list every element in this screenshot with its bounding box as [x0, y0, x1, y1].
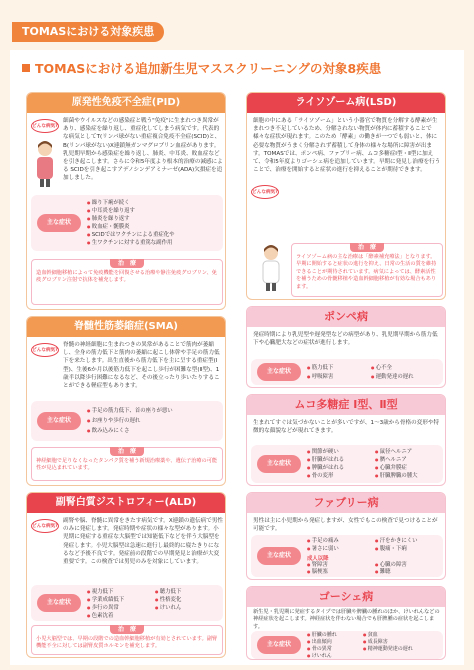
- sma-card: [26, 316, 226, 486]
- lsd-treatment-title: 治 療: [350, 243, 384, 252]
- fabry-symptoms-label: 主な症状: [257, 547, 301, 565]
- lsd-treatment: [291, 243, 443, 297]
- pid-symptom-4: ● 敗血症・髄膜炎: [87, 223, 130, 232]
- fabry-symptom-d2: ● 難聴: [375, 568, 391, 577]
- sma-symptoms: [31, 401, 223, 441]
- fabry-symptom-a2: ● 暑さに弱い: [307, 545, 339, 554]
- sma-symptom-3: ● 飲み込みにくさ: [87, 427, 130, 436]
- mps-symptom-b2: ● 臍ヘルニア: [375, 456, 407, 465]
- page-title: [22, 59, 381, 77]
- pompe-card: [246, 306, 446, 388]
- ald-card: [26, 492, 226, 658]
- top-title: TOMASにおける対象疾患: [22, 25, 155, 38]
- mps-description: 生まれてすぐは気づかないことが多いですが、1～3歳から骨格の変形や特徴的な顔貌などが現れてきます。: [253, 420, 440, 435]
- mps-card: [246, 394, 446, 486]
- fabry-description: 男性は主に小児期から発症しますが、女性でもこの検査で見つけることが可能です。: [253, 518, 438, 533]
- gaucher-symptoms: [251, 631, 443, 659]
- ald-title: 副腎白質ジストロフィー(ALD): [27, 493, 225, 513]
- sma-bubble: どんな病気?: [31, 343, 59, 357]
- ald-symptom-a1: ● 視力低下: [87, 588, 113, 597]
- mps-symptom-b4: ● 肝臓脾臓の腫大: [375, 472, 418, 481]
- ald-symptoms: [31, 585, 223, 621]
- gaucher-symptom-a3: ● 骨の異常: [307, 645, 332, 653]
- fabry-symptom-b1: ● 汗をかきにくい: [375, 537, 418, 546]
- mps-symptom-b1: ● 鼠径ヘルニア: [375, 448, 412, 457]
- mps-symptoms-label: 主な症状: [257, 455, 301, 473]
- pid-symptoms: [31, 195, 223, 251]
- ald-symptom-b3: ● けいれん: [155, 604, 181, 613]
- pid-title: 原発性免疫不全症(PID): [27, 93, 225, 113]
- sma-treatment-text: 神経細胞で足りなくなったタンパク質を補う新規治療薬や、遺伝子治療の可能性が見込まれています。: [36, 458, 218, 472]
- pompe-symptom-a2: ● 呼吸障害: [307, 373, 333, 382]
- sma-symptoms-label: 主な症状: [37, 412, 81, 430]
- pid-bubble: どんな病気?: [31, 119, 59, 133]
- lsd-bubble: どんな病気?: [251, 185, 279, 199]
- ald-symptom-b1: ● 聴力低下: [155, 588, 181, 597]
- fabry-card: [246, 492, 446, 580]
- ald-symptom-a4: ● 色素沈着: [87, 612, 113, 621]
- ald-treatment-title: 治 療: [110, 625, 144, 634]
- top-title-bar: [12, 22, 164, 42]
- ald-symptom-a3: ● 歩行の異常: [87, 604, 119, 613]
- fabry-title: ファブリー病: [247, 493, 445, 513]
- fabry-symptom-b2: ● 腹痛・下痢: [375, 545, 407, 554]
- gaucher-symptoms-label: 主な症状: [257, 636, 301, 654]
- gaucher-title: ゴーシェ病: [247, 587, 445, 607]
- fabry-symptom-d1: ● 心臓の障害: [375, 561, 407, 570]
- pompe-symptom-b1: ● 心不全: [371, 364, 392, 373]
- ald-bubble: どんな病気?: [31, 519, 59, 533]
- sma-description: 脊髄の神経細胞に生まれつきの異常があることで筋肉が萎縮し、全身の筋力低下と筋肉の萎縮に起こし体幹や手足の筋力低下を来たします。出生直後から筋力低下を主に呈する重症型(Ⅰ型)、生後6か月以後筋力低下を起こし歩行が困難な型(Ⅱ型)、1歳半以降歩行困難になるなど、その後立ったり歩いたりすることができる軽症型もあります。: [63, 342, 220, 390]
- gaucher-description: 新生児・乳児期に発症するタイプでは肝臓や脾臓の腫れのほか、けいれんなどの神経症状を起こします。神経症状を伴わない場合でも肝脾腫の症状を起こします。: [253, 609, 440, 630]
- ald-symptoms-label: 主な症状: [37, 594, 81, 612]
- lsd-description: 細胞の中にある「ライソゾーム」という小器官で物質を分解する酵素が生まれつき不足しているため、分解されない物質が体内に蓄積することで様々な症状が現れます。このため「酵素」の働きが一つでも弱いと、体に必要な物質がうまく分解されず蓄積して身体の様々な場所に障害が出ます。TOMASでは、ポンペ病、ファブリー病、ムコ多糖症Ⅰ型・Ⅱ型に加えて、令和5年度よりゴーシェ病を追加しています。早期に発見し治療を行うことで、治療を開始すると症状の進行を抑えることが期待できます。: [253, 118, 441, 174]
- pid-symptom-3: ● 肺炎を繰り返す: [87, 215, 130, 224]
- fabry-symptom-a1: ● 手足の痛み: [307, 537, 339, 546]
- content-sheet: [10, 50, 464, 665]
- gaucher-symptom-b2: ● 成長障害: [363, 638, 388, 646]
- mps-symptom-b3: ● 心臓弁膜症: [375, 464, 407, 473]
- lsd-card: [246, 92, 446, 300]
- gaucher-symptom-a2: ● 出血傾向: [307, 638, 332, 646]
- pid-symptom-1: ● 繰り下痢が続く: [87, 199, 130, 208]
- pid-symptom-2: ● 中耳炎を繰り返す: [87, 207, 135, 216]
- pid-symptom-6: ● 生ワクチンに対する重篤な副作用: [87, 239, 172, 248]
- sma-symptom-1: ● 手足の筋力低下、首の座りが悪い: [87, 407, 173, 416]
- lsd-doctor-icon: [257, 243, 285, 291]
- gaucher-symptom-b3: ● 精神運動発達の遅れ: [363, 645, 413, 653]
- pid-symptom-5: ● SCIDではワクチンによる重症化や: [87, 231, 175, 240]
- pompe-description: 発症時期により乳児型や遅発型などの病型があり、乳児期早期から筋力低下や心臓肥大などの症状が進行します。: [253, 332, 438, 347]
- gaucher-symptom-b1: ● 貧血: [363, 631, 378, 639]
- ald-treatment-text: 小児大脳型では、早期の段階での造血幹細胞移植が有効とされています。副腎機能不全に対しては副腎皮質ホルモンを補充します。: [36, 636, 218, 650]
- title-square-icon: [22, 64, 30, 72]
- pompe-symptoms-label: 主な症状: [257, 363, 301, 381]
- mps-symptom-a1: ● 関節が硬い: [307, 448, 339, 457]
- lsd-treatment-text: ライソゾーム病の主な治療は「酵素補充療法」となります。早期に開始すると症状の進行を抑え、日常の生活の質を維持できることが期待されています。病気によっては、酵素活性を補うための骨髄移植や造血幹細胞移植が有効な場合もあります。: [296, 254, 437, 290]
- pid-doctor-icon: [31, 139, 59, 187]
- gaucher-card: [246, 586, 446, 660]
- gaucher-symptom-a1: ● 肝臓の腫れ: [307, 631, 337, 639]
- pompe-symptom-b2: ● 運動発達の遅れ: [371, 373, 414, 382]
- pompe-symptom-a1: ● 筋力低下: [307, 364, 333, 373]
- pompe-title: ポンペ病: [247, 307, 445, 327]
- sma-symptom-2: ● お座りや歩行の遅れ: [87, 417, 140, 426]
- gaucher-symptom-a4: ● けいれん: [307, 652, 332, 660]
- ald-description: 副腎や脳、脊髄に異常をきたす病気です。X連鎖の遺伝病で男性のみに発症します。発症時期や症状の様々な型があります。小児期に発症する重症な大脳型では知能低下などを伴う大脳型を発症します。小児大脳型は急速に進行し最終的に寝たきりになるなど予後不良です。発症前の段階での早期発見と治療が大変重要です。この検査では男児のみを対象にしています。: [63, 518, 224, 566]
- sma-treatment: [31, 447, 223, 481]
- sma-title: 脊髄性筋萎縮症(SMA): [27, 317, 225, 337]
- pompe-symptoms: [251, 359, 443, 385]
- fabry-adult-label: 成人以降: [307, 556, 329, 562]
- fabry-symptom-c2: ● 脳梗塞: [307, 568, 328, 577]
- mps-symptom-a3: ● 脾臓がはれる: [307, 464, 344, 473]
- pid-card: [26, 92, 226, 310]
- pid-treatment: [31, 259, 223, 305]
- fabry-symptoms: [251, 535, 443, 577]
- page-title-text: TOMASにおける追加新生児マススクリーニングの対象8疾患: [35, 61, 382, 76]
- ald-symptom-b2: ● 性格変化: [155, 596, 181, 605]
- ald-symptom-a2: ● 学業成績低下: [87, 596, 124, 605]
- pid-treatment-title: 治 療: [110, 259, 144, 268]
- pid-description: 細菌やウイルスなどの感染症と戦う"免疫"に生まれつき異常があり、感染症を繰り返し、重症化してしまう病気です。代表的な病気としてT(リンパ球がない重症複合免疫不全症(SCID)と、B(リンパ球がない)X連鎖無ガンマグロブリン血症があります。乳児期早期から感染症を繰り返し、肺炎、中耳炎、敗血症などを引き起こします。さらに令和5年度より根本的治療の減感による SCIDを引き起こすアデノシンデアミナーゼ(ADA)欠損症を追加しました。: [63, 118, 223, 182]
- pid-symptoms-label: 主な症状: [37, 214, 81, 232]
- mps-title: ムコ多糖症 Ⅰ型、Ⅱ型: [247, 395, 445, 415]
- ald-treatment: [31, 625, 223, 655]
- mps-symptom-a4: ● 骨の変形: [307, 472, 333, 481]
- pid-treatment-text: 造血幹細胞移植によって免疫機能を回復させる治療や静注免疫グロブリン、免疫グロブリン注射で抗体を補充します。: [36, 270, 217, 284]
- fabry-symptom-c1: ● 腎障害: [307, 561, 328, 570]
- mps-symptom-a2: ● 肝臓がはれる: [307, 456, 344, 465]
- lsd-title: ライソゾーム病(LSD): [247, 93, 445, 113]
- mps-symptoms: [251, 445, 443, 483]
- sma-treatment-title: 治 療: [110, 447, 144, 456]
